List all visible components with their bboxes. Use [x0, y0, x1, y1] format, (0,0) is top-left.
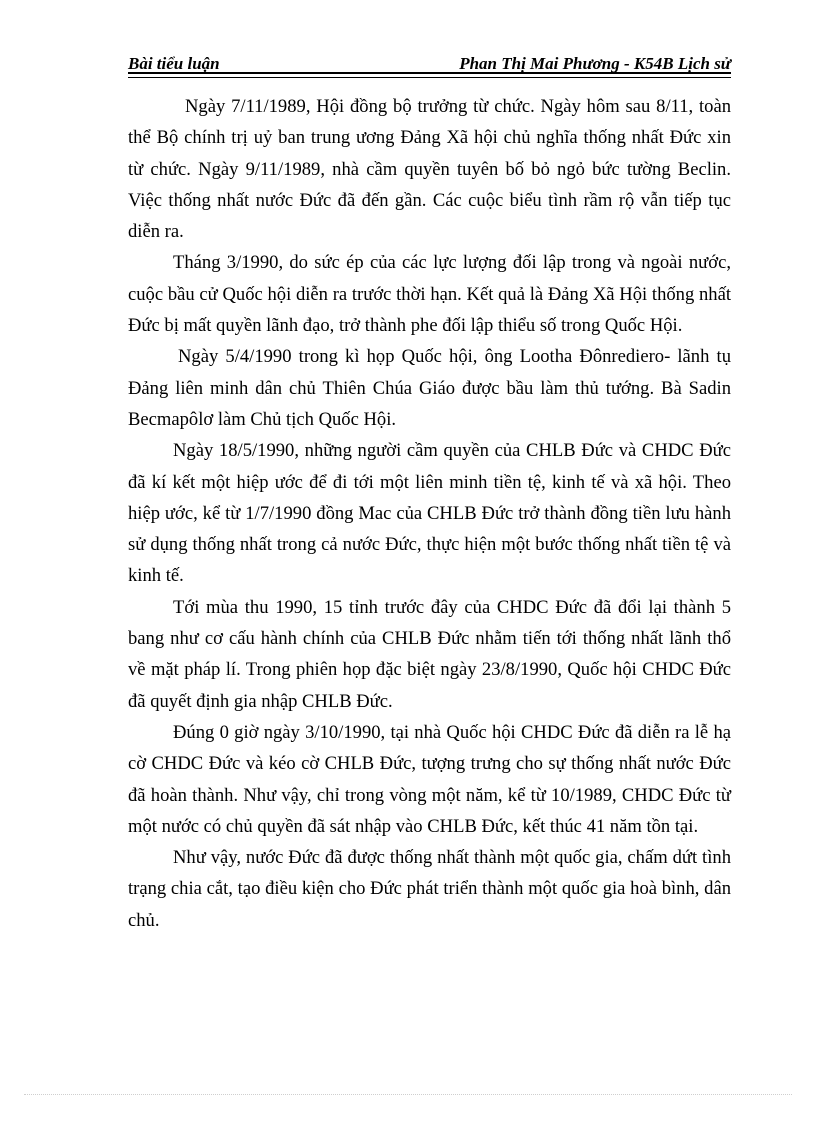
header-divider-thin	[128, 77, 731, 78]
header-author: Phan Thị Mai Phương - K54B Lịch sử	[459, 54, 731, 73]
paragraph-4: Ngày 18/5/1990, những người cầm quyền của CHLB Đức và CHDC Đức đã kí kết một hiệp ước để đi tới một liên minh tiền tệ, kinh tế và xã hội. Theo hiệp ước, kể từ 1/7/1990 đồng Mac của CHLB Đức trở thành đồng tiền lưu hành sử dụng thống nhất trong cả nước Đức, thực hiện một bước thống nhất tiền tệ và kinh tế.	[128, 440, 731, 587]
header-divider-thick	[128, 72, 731, 74]
paragraph-1: Ngày 7/11/1989, Hội đồng bộ trưởng từ chức. Ngày hôm sau 8/11, toàn thể Bộ chính trị uỷ ban trung ương Đảng Xã hội chủ nghĩa thống nhất Đức xin từ chức. Ngày 9/11/1989, nhà cầm quyền tuyên bố bỏ ngỏ bức tường Beclin. Việc thống nhất nước Đức đã đến gần. Các cuộc biểu tình rầm rộ vẫn tiếp tục diễn ra.	[128, 96, 731, 243]
document-body	[128, 91, 731, 936]
header-title: Bài tiểu luận	[128, 54, 220, 73]
paragraph-7: Như vậy, nước Đức đã được thống nhất thành một quốc gia, chấm dứt tình trạng chia cắt, tạo điều kiện cho Đức phát triển thành một quốc gia hoà bình, dân chủ.	[128, 847, 731, 931]
footer-divider	[24, 1094, 792, 1095]
paragraph-6: Đúng 0 giờ ngày 3/10/1990, tại nhà Quốc hội CHDC Đức đã diễn ra lễ hạ cờ CHDC Đức và kéo cờ CHLB Đức, tượng trưng cho sự thống nhất nước Đức đã hoàn thành. Như vậy, chỉ trong vòng một năm, kể từ 10/1989, CHDC Đức từ một nước có chủ quyền đã sát nhập vào CHLB Đức, kết thúc 41 năm tồn tại.	[128, 721, 731, 837]
paragraph-5: Tới mùa thu 1990, 15 tỉnh trước đây của CHDC Đức đã đổi lại thành 5 bang như cơ cấu hành chính của CHLB Đức nhằm tiến tới thống nhất lãnh thổ về mặt pháp lí. Trong phiên họp đặc biệt ngày 23/8/1990, Quốc hội CHDC Đức đã quyết định gia nhập CHLB Đức.	[128, 596, 731, 712]
paragraph-3: Ngày 5/4/1990 trong kì họp Quốc hội, ông Lootha Đônrediero- lãnh tụ Đảng liên minh dân chủ Thiên Chúa Giáo được bầu làm thủ tướng. Bà Sadin Becmapôlơ làm Chủ tịch Quốc Hội.	[128, 346, 731, 430]
page-header	[128, 44, 731, 74]
paragraph-2: Tháng 3/1990, do sức ép của các lực lượng đối lập trong và ngoài nước, cuộc bầu cử Quốc hội diễn ra trước thời hạn. Kết quả là Đảng Xã Hội thống nhất Đức bị mất quyền lãnh đạo, trở thành phe đối lập thiểu số trong Quốc Hội.	[128, 252, 731, 337]
